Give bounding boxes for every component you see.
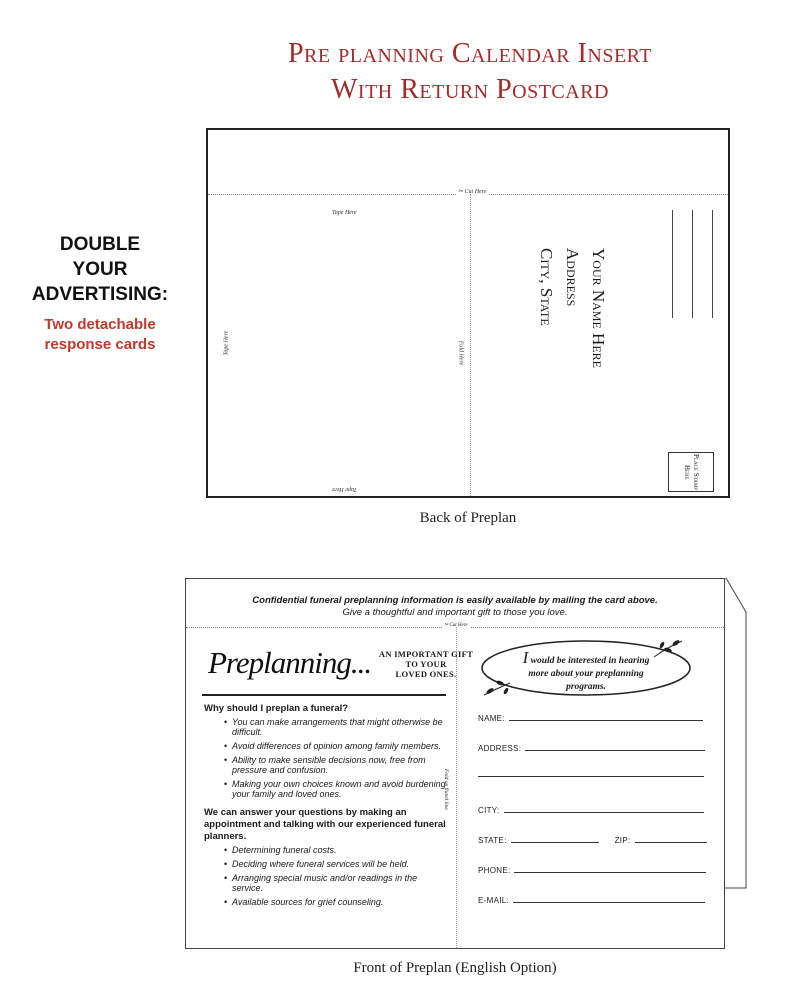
front-fold-label: Fold on fluted line xyxy=(443,769,449,810)
address-block xyxy=(536,248,606,396)
address-name: Your Name Here xyxy=(589,248,608,368)
email-field[interactable] xyxy=(513,902,705,903)
front-cut-label-text: Cut Here xyxy=(449,623,468,628)
gift-line-3: LOVED ONES. xyxy=(395,669,457,679)
intro-line-1: Confidential funeral preplanning information is easily available by mailing the card above. xyxy=(252,595,658,606)
state-field[interactable] xyxy=(511,842,599,843)
gift-tagline xyxy=(376,649,476,679)
info-column xyxy=(204,703,449,911)
zip-field[interactable] xyxy=(635,842,707,843)
phone-row xyxy=(478,866,706,875)
title-line-1: Pre planning Calendar Insert xyxy=(287,38,653,69)
gift-line-1: AN IMPORTANT GIFT xyxy=(378,649,474,659)
page-title xyxy=(200,36,740,108)
question-2-list xyxy=(204,845,449,907)
scissors-icon: ✂ xyxy=(458,189,464,195)
email-row xyxy=(478,896,705,905)
fold-label: Fold Here xyxy=(457,340,464,366)
promo-headline-line-1: DOUBLE xyxy=(59,234,141,255)
phone-label: PHONE: xyxy=(478,866,511,875)
address-street: Address xyxy=(563,248,582,307)
promo-sub-line-1: Two detachable xyxy=(44,316,156,333)
preplanning-script-logo: Preplanning... xyxy=(208,645,372,680)
promo-subtext xyxy=(20,315,180,355)
city-field[interactable] xyxy=(504,812,704,813)
name-label: NAME: xyxy=(478,714,505,723)
list-item: • Making your own choices known and avoid burdening your family and loved ones. xyxy=(232,779,449,799)
question-heading-1: Why should I preplan a funeral? xyxy=(204,703,349,714)
tape-label-left: Tape Here xyxy=(223,330,230,356)
cut-label xyxy=(456,188,488,195)
interest-initial: I xyxy=(522,648,529,667)
name-field[interactable] xyxy=(509,720,703,721)
promo-headline-line-3: ADVERTISING: xyxy=(31,284,169,305)
list-item: • Ability to make sensible decisions now, free from pressure and confusion. xyxy=(232,755,449,775)
state-zip-row xyxy=(478,836,707,845)
promo-headline-line-2: YOUR xyxy=(72,259,128,280)
preplanning-brand xyxy=(208,635,474,695)
back-caption: Back of Preplan xyxy=(419,510,517,526)
gift-line-2: TO YOUR xyxy=(405,659,447,669)
side-promo xyxy=(20,232,180,355)
address-row xyxy=(478,744,705,753)
phone-field[interactable] xyxy=(514,872,706,873)
fold-flap xyxy=(722,578,748,890)
name-row xyxy=(478,714,703,723)
question-heading-2: We can answer your questions by making an appointment and talking with our experienced funeral planners. xyxy=(204,807,446,842)
list-item: • Arranging special music and/or readings in the service. xyxy=(232,873,449,893)
list-item: • Determining funeral costs. xyxy=(232,845,449,855)
back-postcard xyxy=(206,128,730,498)
zip-label: ZIP: xyxy=(614,836,631,845)
city-label: CITY: xyxy=(478,806,500,815)
interest-text-rest: would be interested in hearing more about your preplanning programs. xyxy=(528,656,650,692)
interest-text xyxy=(522,648,650,694)
address-field-2[interactable] xyxy=(478,776,704,777)
address-row-2 xyxy=(478,776,704,779)
address-guide-lines xyxy=(672,210,716,318)
fold-line xyxy=(470,194,471,496)
stamp-text: Place Stamp Here xyxy=(683,453,700,491)
title-line-2: With Return Postcard xyxy=(330,74,609,105)
brand-divider xyxy=(202,694,446,696)
front-caption: Front of Preplan (English Option) xyxy=(353,960,557,976)
question-1-list xyxy=(204,717,449,799)
tape-label-top: Tape Here xyxy=(332,210,357,216)
interest-oval xyxy=(478,637,698,699)
address-label: ADDRESS: xyxy=(478,744,522,753)
list-item: • Deciding where funeral services will be held. xyxy=(232,859,449,869)
stamp-box xyxy=(668,452,714,492)
cut-label-text: Cut Here xyxy=(464,189,487,195)
address-city: City, State xyxy=(537,248,556,326)
city-row xyxy=(478,806,704,815)
scissors-icon: ✂ xyxy=(444,623,449,628)
list-item: • Avoid differences of opinion among family members. xyxy=(232,741,449,751)
promo-sub-line-2: response cards xyxy=(44,336,156,353)
front-card xyxy=(185,578,725,949)
list-item: • You can make arrangements that might otherwise be difficult. xyxy=(232,717,449,737)
tape-label-bottom: Tape Here xyxy=(332,486,357,492)
address-field[interactable] xyxy=(525,750,705,751)
intro-line-2: Give a thoughtful and important gift to those you love. xyxy=(342,607,568,618)
promo-headline xyxy=(20,232,180,307)
list-item: • Available sources for grief counseling. xyxy=(232,897,449,907)
email-label: E-MAIL: xyxy=(478,896,509,905)
state-label: STATE: xyxy=(478,836,507,845)
